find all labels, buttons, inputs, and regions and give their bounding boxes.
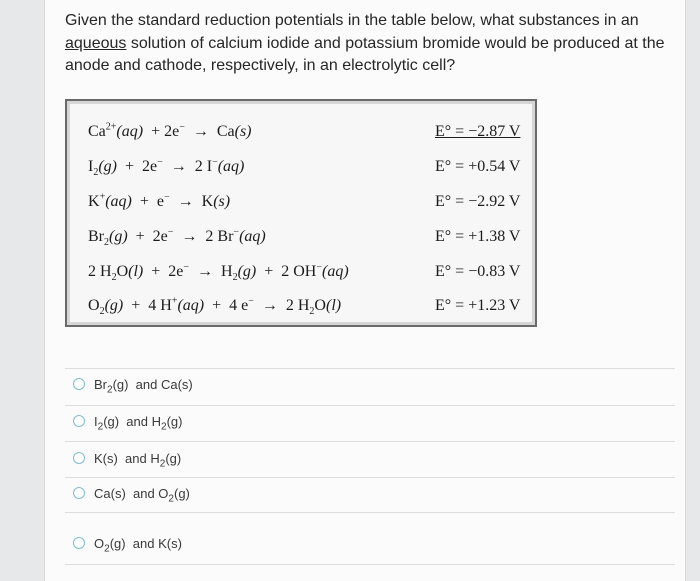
half-reaction: $Br_2(g) + 2e^- \to 2$ Br−(aq) — [88, 226, 266, 249]
radio-button[interactable] — [73, 537, 85, 549]
table-row — [67, 123, 535, 143]
radio-button[interactable] — [73, 415, 85, 427]
divider — [65, 564, 675, 565]
potential-value: E° = −0.83 V — [435, 263, 521, 280]
radio-button[interactable] — [73, 378, 85, 390]
answer-option[interactable] — [73, 373, 653, 395]
half-reaction: K+(aq) + e− → K(s) — [88, 191, 231, 210]
option-label: Ca(s) and $O_2(g)$ — [94, 485, 190, 505]
half-reaction: $O_2(g) + 4$ H+(aq) + 4 e− → 2 $H_2O(l)$ — [88, 295, 342, 318]
answer-option[interactable] — [73, 482, 653, 504]
answer-option[interactable] — [73, 410, 653, 432]
question-line-1: Given the standard reduction potentials in the table below, what substances in an — [65, 12, 639, 29]
question-line-3: anode and cathode, respectively, in an electrolytic cell? — [65, 57, 456, 74]
potential-value: E° = +1.23 V — [435, 297, 521, 314]
potential-value: E° = +1.38 V — [435, 228, 521, 245]
radio-button[interactable] — [73, 452, 85, 464]
question-card — [44, 0, 686, 581]
divider — [65, 441, 675, 442]
divider — [65, 405, 675, 406]
half-reaction: $I_2(g) + 2e^- \to 2$ I−(aq) — [88, 156, 245, 179]
option-label: K(s) and $H_2(g)$ — [94, 450, 182, 470]
potential-value: E° = +0.54 V — [435, 158, 521, 175]
divider — [65, 368, 675, 369]
option-label: $O_2(g)$ and K(s) — [94, 535, 182, 555]
half-reaction: $Ca^{2+}(aq) + 2e^- \to Ca(s)$ — [88, 121, 252, 140]
table-row — [67, 228, 535, 248]
table-row — [67, 297, 535, 317]
radio-button[interactable] — [73, 487, 85, 499]
potential-value: E° = −2.87 V — [435, 123, 521, 140]
divider — [65, 512, 675, 513]
underlined-word: aqueous — [65, 34, 127, 52]
option-label: $I_2(g)$ and $H_2(g)$ — [94, 413, 183, 433]
answer-option[interactable] — [73, 532, 653, 554]
half-reaction: 2 $H_2O(l) + 2e^- \to H_2(g) + 2$ OH−(aq) — [88, 261, 349, 284]
table-row — [67, 193, 535, 213]
question-line-2 — [65, 33, 665, 56]
answer-option[interactable] — [73, 447, 653, 469]
question-line-2-rest: solution of calcium iodide and potassium bromide would be produced at the — [126, 34, 665, 52]
reduction-potential-table — [65, 99, 537, 327]
table-row — [67, 158, 535, 178]
table-row — [67, 263, 535, 283]
option-label: $Br_2(g)$ and Ca(s) — [94, 376, 193, 396]
divider — [65, 477, 675, 478]
question-text — [65, 10, 665, 78]
potential-value: E° = −2.92 V — [435, 193, 521, 210]
